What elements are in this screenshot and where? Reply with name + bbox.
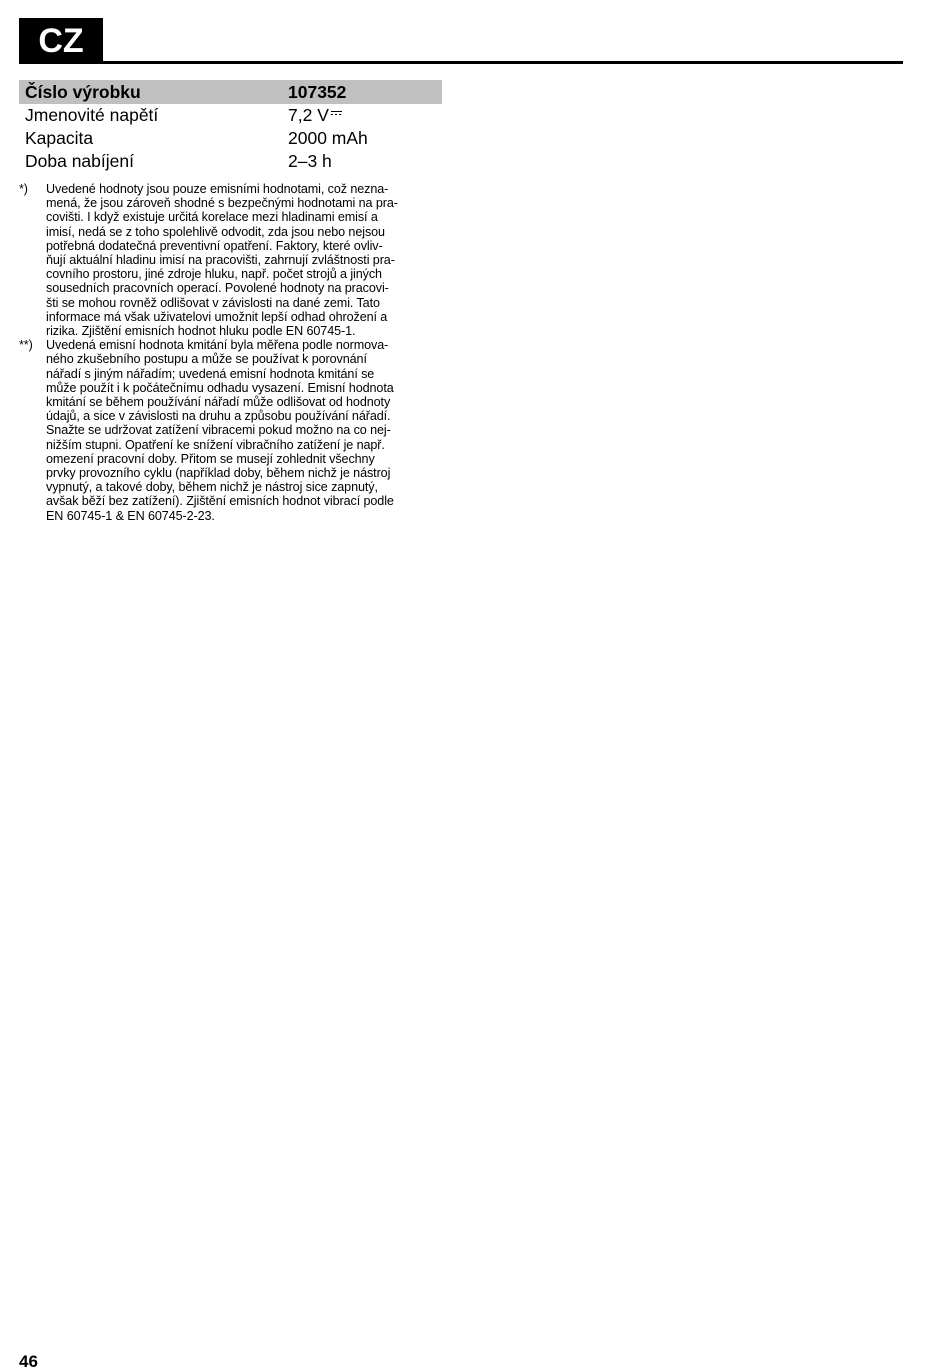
spec-row-capacity (19, 127, 442, 150)
spec-value-cell (288, 104, 442, 127)
page-number: 46 (19, 1352, 38, 1371)
spec-row-charging-time (19, 150, 442, 173)
spec-value: 2000 mAh (288, 128, 368, 148)
footnote-mark: *) (19, 182, 28, 196)
spec-label: Kapacita (25, 128, 94, 148)
footnote-mark: **) (19, 338, 33, 353)
spec-value: 2–3 h (288, 151, 332, 171)
spec-row-rated-voltage (19, 104, 442, 127)
footnotes (19, 182, 443, 523)
spec-table-header-row (19, 80, 442, 104)
footnote-vibration (19, 338, 443, 523)
spec-label: Doba nabíjení (25, 151, 134, 171)
direct-current-icon (331, 110, 343, 118)
language-badge (19, 18, 103, 64)
language-code: CZ (38, 22, 84, 60)
spec-header-value: 107352 (288, 80, 442, 104)
spec-header-label: Číslo výrobku (19, 80, 288, 104)
spec-value: 7,2 V (288, 105, 329, 125)
spec-label: Jmenovité napětí (25, 105, 159, 125)
footnote-noise (19, 182, 443, 338)
footnote-text: Uvedená emisní hodnota kmitání byla měřena podle normova- ného zkušebního postupu a může se používat k porovnání nářadí s jiným nářadím; uvedená emisní hodnota kmitání se může použít i k počátečnímu odhadu vysazení. Emisní hodnota kmitání se během používání nářadí může odlišovat od hodnoty údajů, a sice v závislosti na druhu a způsobu používání nářadí. Snažte se udržovat zatížení vibracemi pokud možno na co nej- nižším stupni. Opatření ke snížení vibračního zatížení je např. omezení pracovní doby. Přitom se musejí zohlednit všechny prvky provozního cyklu (například doby, během nichž je nástroj vypnutý, a takové doby, během nichž je nástroj sice zapnutý, avšak běží bez zatížení). Zjištění emisních hodnot vibrací podle EN 60745-1 & EN 60745-2-23. (46, 338, 394, 523)
spec-table (19, 80, 442, 173)
header-rule (103, 61, 903, 64)
footnote-text: Uvedené hodnoty jsou pouze emisními hodnotami, což nezna- mená, že jsou zároveň shodné s bezpečnými hodnotami na pra- covišti. I když existuje určitá korelace mezi hladinami emisí a imisí, nedá se z toho spolehlivě odvodit, zda jsou nebo nejsou potřebná dodatečná preventivní opatření. Faktory, které ovliv- ňují aktuální hladinu imisí na pracovišti, zahrnují zvláštnosti pra- covního prostoru, jiné zdroje hluku, např. počet strojů a jiných sousedních pracovních operací. Povolené hodnoty na pracovi- šti se mohou rovněž odlišovat v závislosti na dané zemi. Tato informace má však uživatelovi umožnit lepší odhad ohrožení a rizika. Zjištění emisních hodnot hluku podle EN 60745-1. (46, 182, 398, 339)
